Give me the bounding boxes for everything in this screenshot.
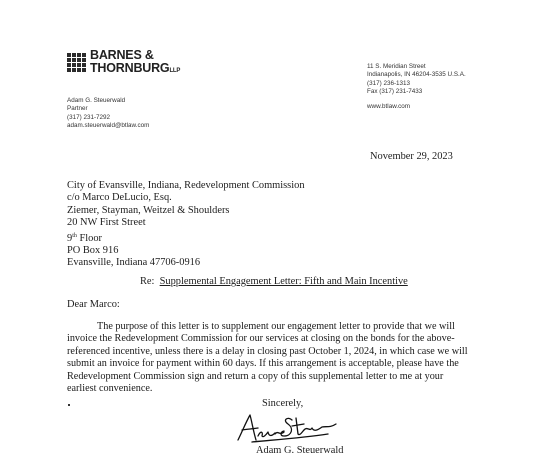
re-subject: Supplemental Engagement Letter: Fifth and Main Incentive [159,276,408,287]
firm-logo-mark-icon [67,53,87,73]
recipient-line: c/o Marco DeLucio, Esq. [67,192,172,204]
firm-logo [90,49,180,78]
re-line [140,276,408,287]
office-address-line: Indianapolis, IN 46204-3535 U.S.A. [367,71,466,79]
body-line: invoice the Redevelopment Commission for our services at closing on the bonds for the above- [67,333,455,345]
recipient-floor-line: 9th Floor [67,232,103,244]
sender-title: Partner [67,105,88,113]
body-line: earliest convenience. [67,383,153,395]
recipient-line: Evansville, Indiana 47706-0916 [67,257,201,269]
closing: Sincerely, [262,398,304,409]
sender-block [67,97,149,131]
office-address-line: Fax (317) 231-7433 [367,88,423,96]
sender-email[interactable]: adam.steuerwald@btlaw.com [67,122,150,130]
letter-date: November 29, 2023 [370,151,453,162]
body-line: referenced incentive, unless there is a delay in closing past October 1, 2024, in which case we will [67,345,468,357]
body-line: submit an invoice for payment within 60 days. If this arrangement is acceptable, please have the [67,358,459,370]
body-line: Redevelopment Commission sign and return a copy of this supplemental letter to me at your [67,370,444,382]
body-paragraph [67,321,507,395]
recipient-line: City of Evansville, Indiana, Redevelopment Commission [67,180,305,191]
salutation: Dear Marco: [67,299,120,310]
recipient-address [67,180,305,270]
firm-name-suffix: LLP [169,68,181,74]
firm-website[interactable]: www.btlaw.com [367,103,411,110]
handwritten-signature [232,410,340,446]
office-address [367,63,466,97]
re-label: Re: [140,276,155,287]
office-address-line: (317) 236-1313 [367,79,411,87]
sender-name: Adam G. Steuerwald [67,97,126,104]
recipient-line: Ziemer, Stayman, Weitzel & Shoulders [67,204,230,216]
recipient-line: 20 NW First Street [67,217,146,229]
office-address-line: 11 S. Meridian Street [367,63,426,70]
body-line: The purpose of this letter is to supplement our engagement letter to provide that we will [97,321,455,332]
sender-phone: (317) 231-7292 [67,113,111,121]
recipient-line: PO Box 916 [67,245,119,257]
stray-mark [68,404,70,406]
signer-name: Adam G. Steuerwald [256,445,344,456]
firm-name-line2: THORNBURG [90,61,170,75]
firm-name-line1: BARNES & [90,48,154,62]
